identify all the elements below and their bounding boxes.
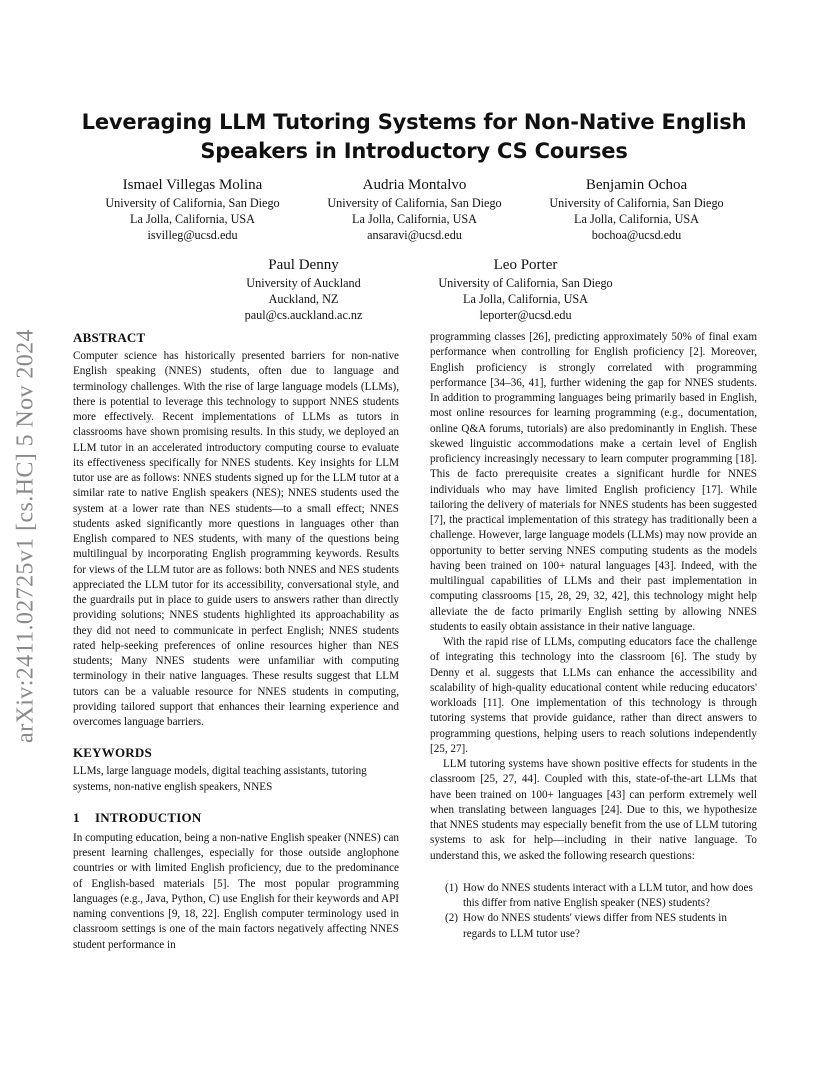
research-questions <box>430 881 757 942</box>
keywords-text: LLMs, large language models, digital teaching assistants, tutoring systems, non-native english speakers, NNES <box>73 765 367 793</box>
author-affiliation: University of Auckland <box>246 276 361 290</box>
author-name: Audria Montalvo <box>362 177 467 193</box>
author-affiliation: University of California, San Diego <box>105 196 280 210</box>
arxiv-identifier: arXiv:2411.02725v1 [cs.HC] 5 Nov 2024 <box>12 329 39 743</box>
author-location: La Jolla, California, USA <box>574 212 699 226</box>
introduction-heading <box>73 810 399 826</box>
paper-title: Leveraging LLM Tutoring Systems for Non-Native English Speakers in Introductory CS Courses <box>81 110 747 163</box>
intro-paragraph: With the rapid rise of LLMs, computing educators face the challenge of integrating this technology into the classroom [6]. The study by Denny et al. suggests that LLMs can enhance the accessibility and scalability of high-quality educational content while reducing educators' workloads [11]. One implementation of this technology is through tutoring systems that provide guidance, rather than direct answers to programming questions, helping users to reach solutions independently [25, 27]. <box>430 636 757 755</box>
intro-paragraph: LLM tutoring systems have shown positive effects for students in the classroom [25, 27, 44]. Coupled with this, state-of-the-art LLMs that have been trained on 100+ languages [43] can perform extremely well when translating between languages [24]. Due to this, we hypothesize that NNES students may especially benefit from the use of LLM tutoring systems to ask for help—including in their native language. To understand this, we asked the following research questions: <box>430 758 757 862</box>
author-affiliation: University of California, San Diego <box>327 196 502 210</box>
author-email: bochoa@ucsd.edu <box>591 228 682 242</box>
author-name: Leo Porter <box>493 257 558 273</box>
research-question: (1) How do NNES students interact with a LLM tutor, and how does this differ from native English speaker (NES) students? <box>445 881 753 909</box>
author-location: Auckland, NZ <box>268 292 339 306</box>
author-block <box>307 175 522 243</box>
keywords-heading: KEYWORDS <box>73 745 152 761</box>
author-location: La Jolla, California, USA <box>463 292 588 306</box>
author-email: leporter@ucsd.edu <box>479 308 572 322</box>
author-name: Ismael Villegas Molina <box>122 177 263 193</box>
abstract-heading: ABSTRACT <box>73 330 146 345</box>
author-email: paul@cs.auckland.ac.nz <box>244 308 363 322</box>
left-column <box>73 330 399 953</box>
right-column <box>430 330 757 942</box>
author-name: Benjamin Ochoa <box>585 177 688 193</box>
section-title: INTRODUCTION <box>95 809 202 825</box>
abstract-text: Computer science has historically presented barriers for non-native English speaking (NNES) students, often due to language and terminology challenges. With the rise of large language models (LLMs), there is potential to leverage this technology to support NNES students more effectively. Recent implementations of LLMs as tutors in classrooms have shown promising results. In this study, we deployed an LLM tutor in an accelerated introductory computing course to evaluate its effectiveness specifically for NNES students. Key insights for LLM tutor use are as follows: NNES students signed up for the LLM tutor at a similar rate to native English speakers (NES); NNES students used the system at a lower rate than NES students—to a small effect; NNES students asked significantly more questions in languages other than English compared to NES students, with many of the questions being multilingual by incorporating English programming keywords. Results for views of the LLM tutor are as follows: both NNES and NES students appreciated the LLM tutor for its accessibility, conversational style, and the guardrails put in place to guide users to answers rather than directly providing solutions; NNES students highlighted its approachability as they did not need to communicate in perfect English; NNES students rated help-seeking preferences of online resources higher than NES students; Many NNES students were unfamiliar with computing terminology in their native languages. These results suggest that LLM tutors can be a valuable resource for NNES students in computing, providing tailored support that enhances their learning experience and overcomes language barriers. <box>73 350 399 728</box>
author-affiliation: University of California, San Diego <box>549 196 724 210</box>
author-block <box>418 255 633 323</box>
author-affiliation: University of California, San Diego <box>438 276 613 290</box>
intro-paragraph: In computing education, being a non-native English speaker (NNES) can present learning challenges, especially for those outside anglophone countries or with limited English proficiency, due to the predominance of English-based materials [5]. The most popular programming languages (e.g., Java, Python, C) use English for their keywords and API naming conventions [9, 18, 22]. English computer terminology used in classroom settings is one of the main factors negatively affecting NNES student performance in <box>73 831 399 951</box>
author-block <box>529 175 744 243</box>
author-name: Paul Denny <box>268 257 339 273</box>
author-block <box>85 175 300 243</box>
section-number: 1 <box>73 809 80 825</box>
author-block <box>196 255 411 323</box>
research-question: (2) How do NNES students' views differ from NES students in regards to LLM tutor use? <box>445 912 727 940</box>
author-email: isvilleg@ucsd.edu <box>147 228 238 242</box>
author-location: La Jolla, California, USA <box>130 212 255 226</box>
author-email: ansaravi@ucsd.edu <box>367 228 462 242</box>
author-location: La Jolla, California, USA <box>352 212 477 226</box>
intro-paragraph: programming classes [26], predicting approximately 50% of final exam performance when controlling for English proficiency [2]. Moreover, English proficiency is strongly correlated with programming performance [34–36, 41], further widening the gap for NNES students. In addition to programming languages being primarily based in English, most online resources for learning programming (e.g., documentation, online Q&A forums, tutorials) are also predominantly in English. These skewed linguistic accommodations make a certain level of English proficiency increasingly necessary to learn computer programming [18]. This de facto prerequisite creates a significant hurdle for NNES individuals who may have limited English proficiency [17]. While tailoring the delivery of materials for NNES students has been suggested [7], the practical implementation of this strategy has traditionally been a challenge. However, large language models (LLMs) may now provide an opportunity to better serving NNES computing students as the models having been trained on 100+ natural languages [43]. Indeed, with the multilingual capabilities of LLMs and their past implementation in computing classrooms [15, 28, 29, 32, 42], this technology might help alleviate the de facto primarily English setting by allowing NNES students to easily obtain assistance in their native language. <box>430 331 757 633</box>
